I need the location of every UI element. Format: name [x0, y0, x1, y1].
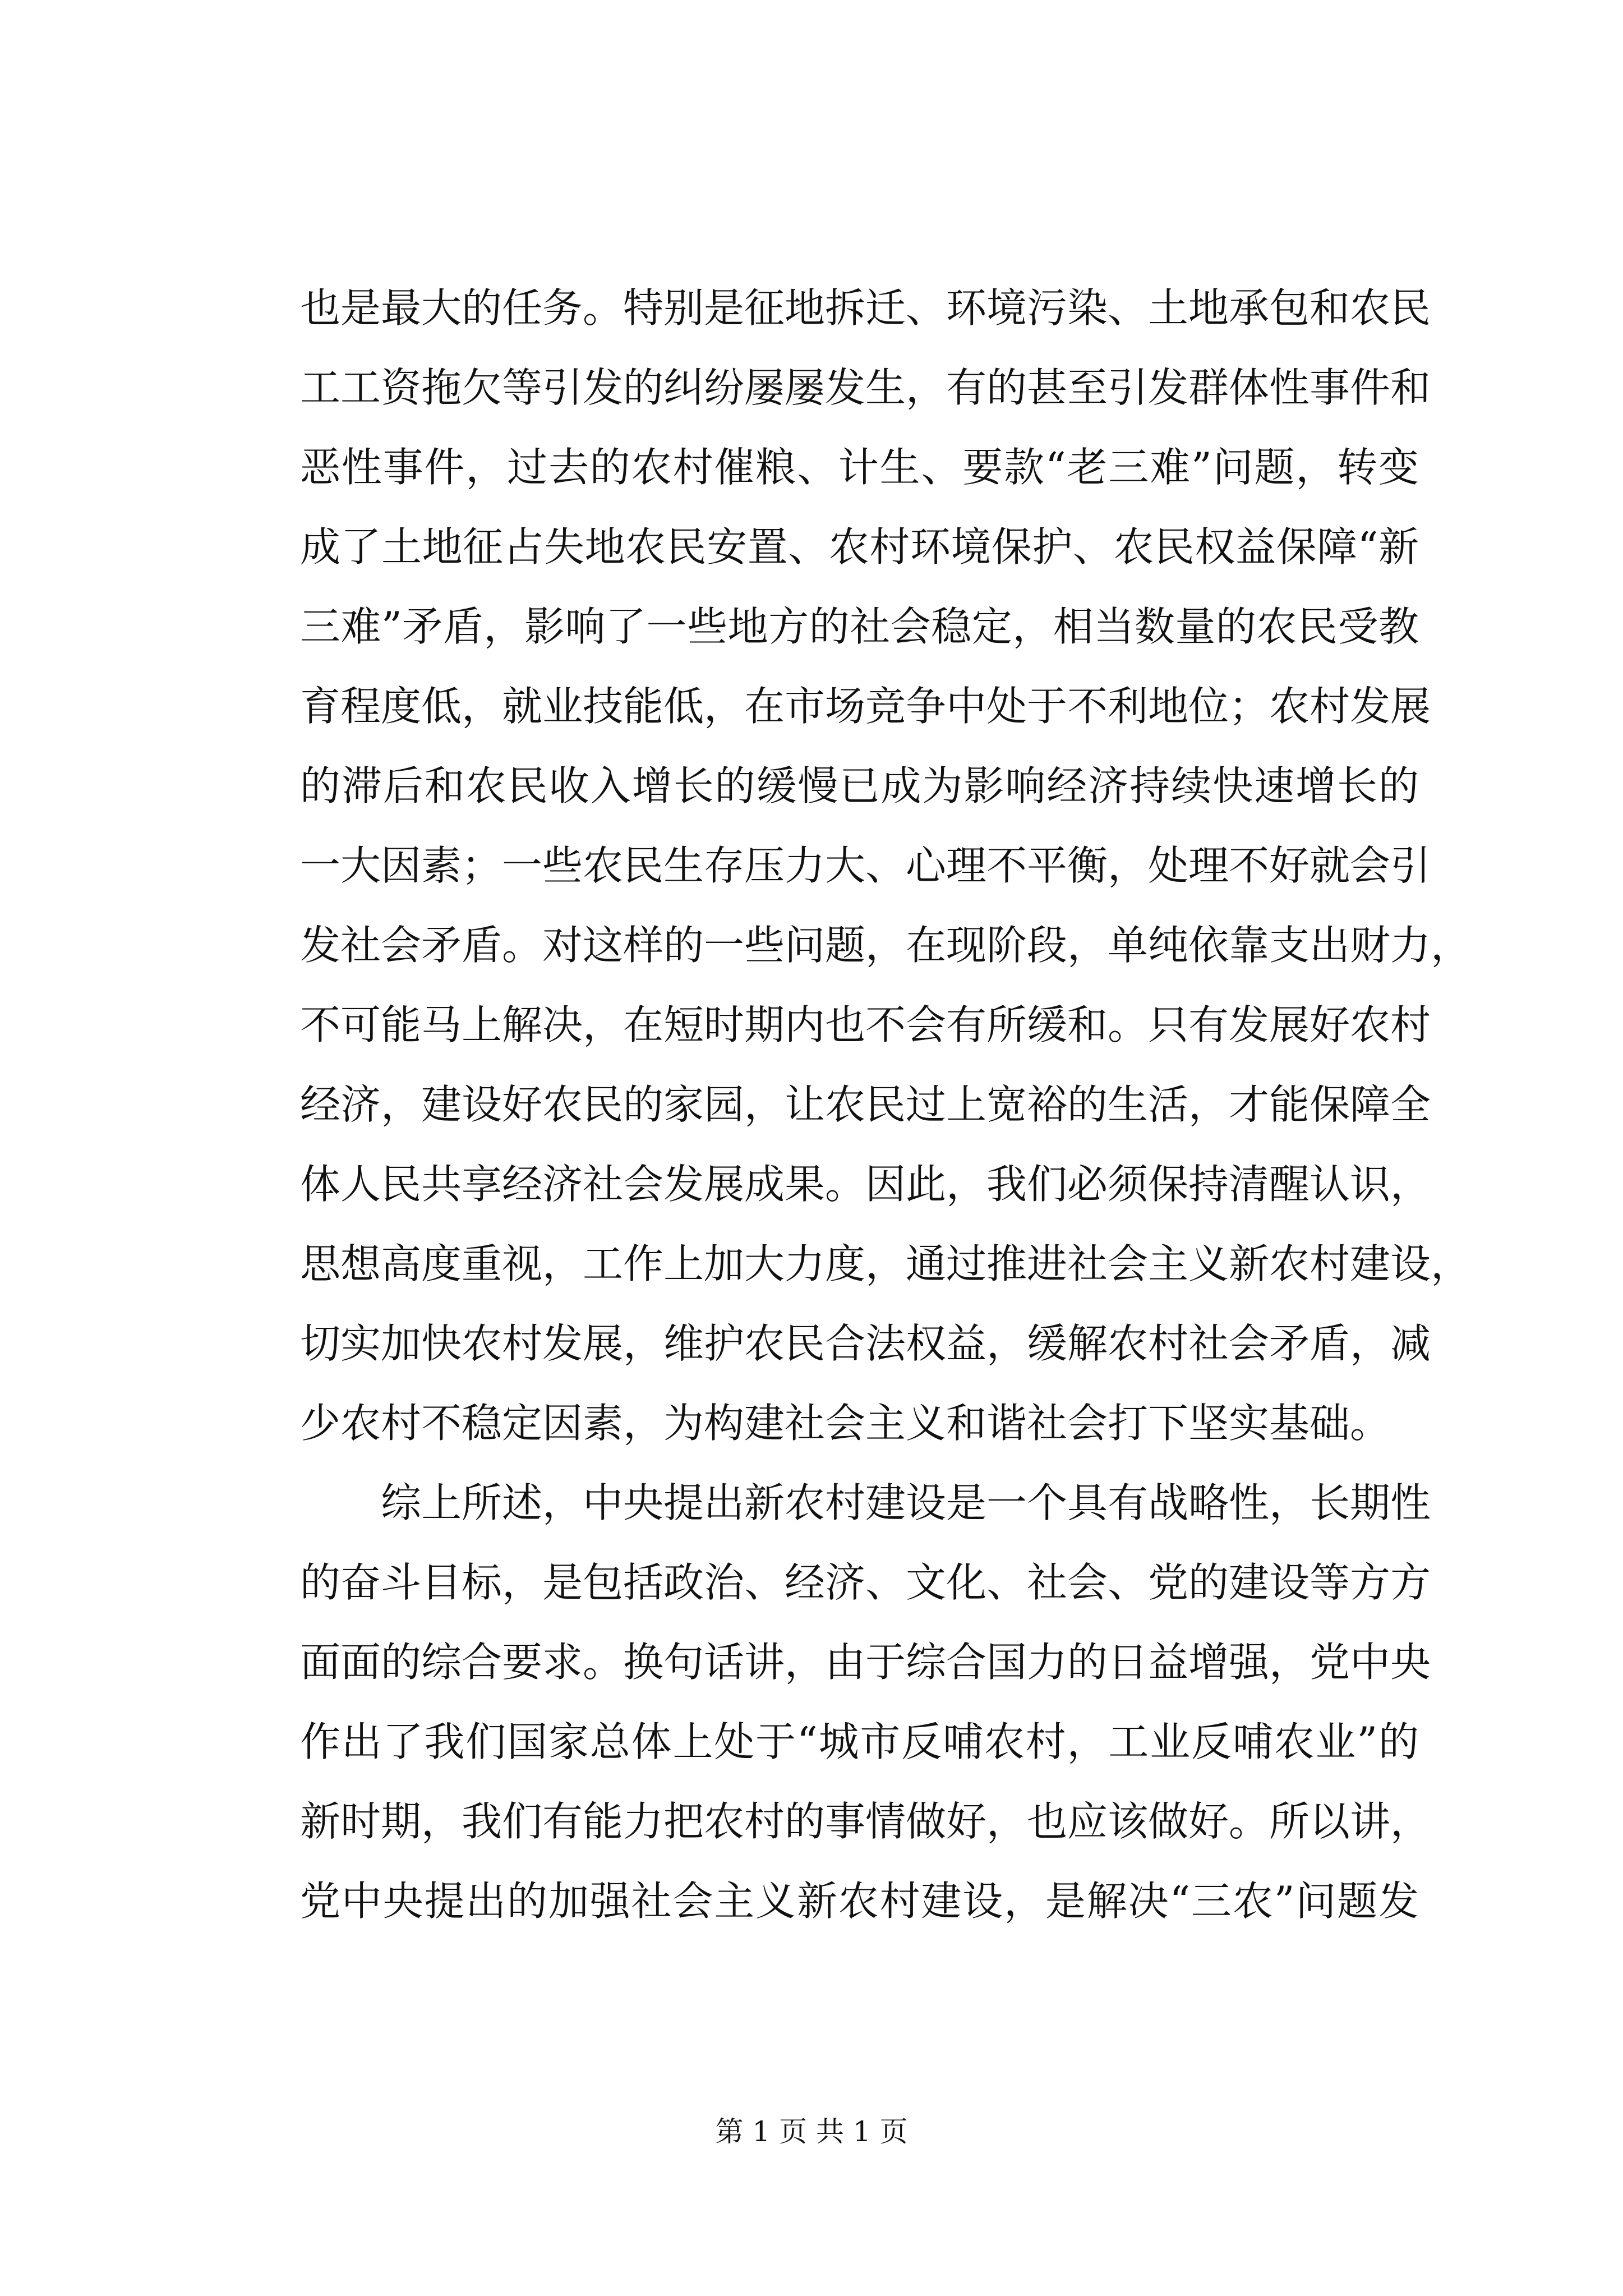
text-line: 思想高度重视，工作上加大力度，通过推进社会主义新农村建设， — [300, 1240, 1472, 1287]
document-body — [300, 268, 1472, 1941]
text-line: 少农村不稳定因素，为构建社会主义和谐社会打下坚实基础。 — [300, 1400, 1391, 1447]
text-line: 新时期，我们有能力把农村的事情做好，也应该做好。所以讲， — [300, 1798, 1431, 1845]
text-line: 一大因素；一些农民生存压力大、心理不平衡，处理不好就会引 — [300, 842, 1431, 889]
text-line: 也是最大的任务。特别是征地拆迁、环境污染、土地承包和农民 — [300, 284, 1431, 332]
text-line: 工工资拖欠等引发的纠纷屡屡发生，有的甚至引发群体性事件和 — [300, 364, 1431, 411]
text-line: 切实加快农村发展，维护农民合法权益，缓解农村社会矛盾，减 — [300, 1320, 1431, 1367]
text-line: 经济，建设好农民的家园，让农民过上宽裕的生活，才能保障全 — [300, 1081, 1431, 1128]
text-line: 成了土地征占失地农民安置、农村环境保护、农民权益保障“新 — [300, 523, 1419, 570]
text-line: 三难”矛盾，影响了一些地方的社会稳定，相当数量的农民受教 — [300, 603, 1419, 650]
text-line: 党中央提出的加强社会主义新农村建设，是解决“三农”问题发 — [300, 1878, 1419, 1925]
page-number-footer: 第 1 页 共 1 页 — [715, 2115, 908, 2148]
text-line: 发社会矛盾。对这样的一些问题，在现阶段，单纯依靠支出财力， — [300, 922, 1472, 969]
text-line: 体人民共享经济社会发展成果。因此，我们必须保持清醒认识， — [300, 1161, 1431, 1208]
paragraph-2 — [300, 1463, 1431, 1941]
text-line: 不可能马上解决，在短时期内也不会有所缓和。只有发展好农村 — [300, 1001, 1431, 1048]
paragraph-1 — [300, 268, 1472, 1463]
text-line: 的滞后和农民收入增长的缓慢已成为影响经济持续快速增长的 — [300, 762, 1419, 809]
text-line: 育程度低，就业技能低，在市场竞争中处于不利地位；农村发展 — [300, 683, 1431, 730]
text-line: 作出了我们国家总体上处于“城市反哺农村，工业反哺农业”的 — [300, 1718, 1419, 1765]
text-line: 综上所述，中央提出新农村建设是一个具有战略性，长期性 — [381, 1479, 1431, 1526]
text-line: 的奋斗目标，是包括政治、经济、文化、社会、党的建设等方方 — [300, 1559, 1431, 1606]
text-line: 面面的综合要求。换句话讲，由于综合国力的日益增强，党中央 — [300, 1639, 1431, 1686]
text-line: 恶性事件，过去的农村催粮、计生、要款“老三难”问题，转变 — [300, 444, 1419, 491]
